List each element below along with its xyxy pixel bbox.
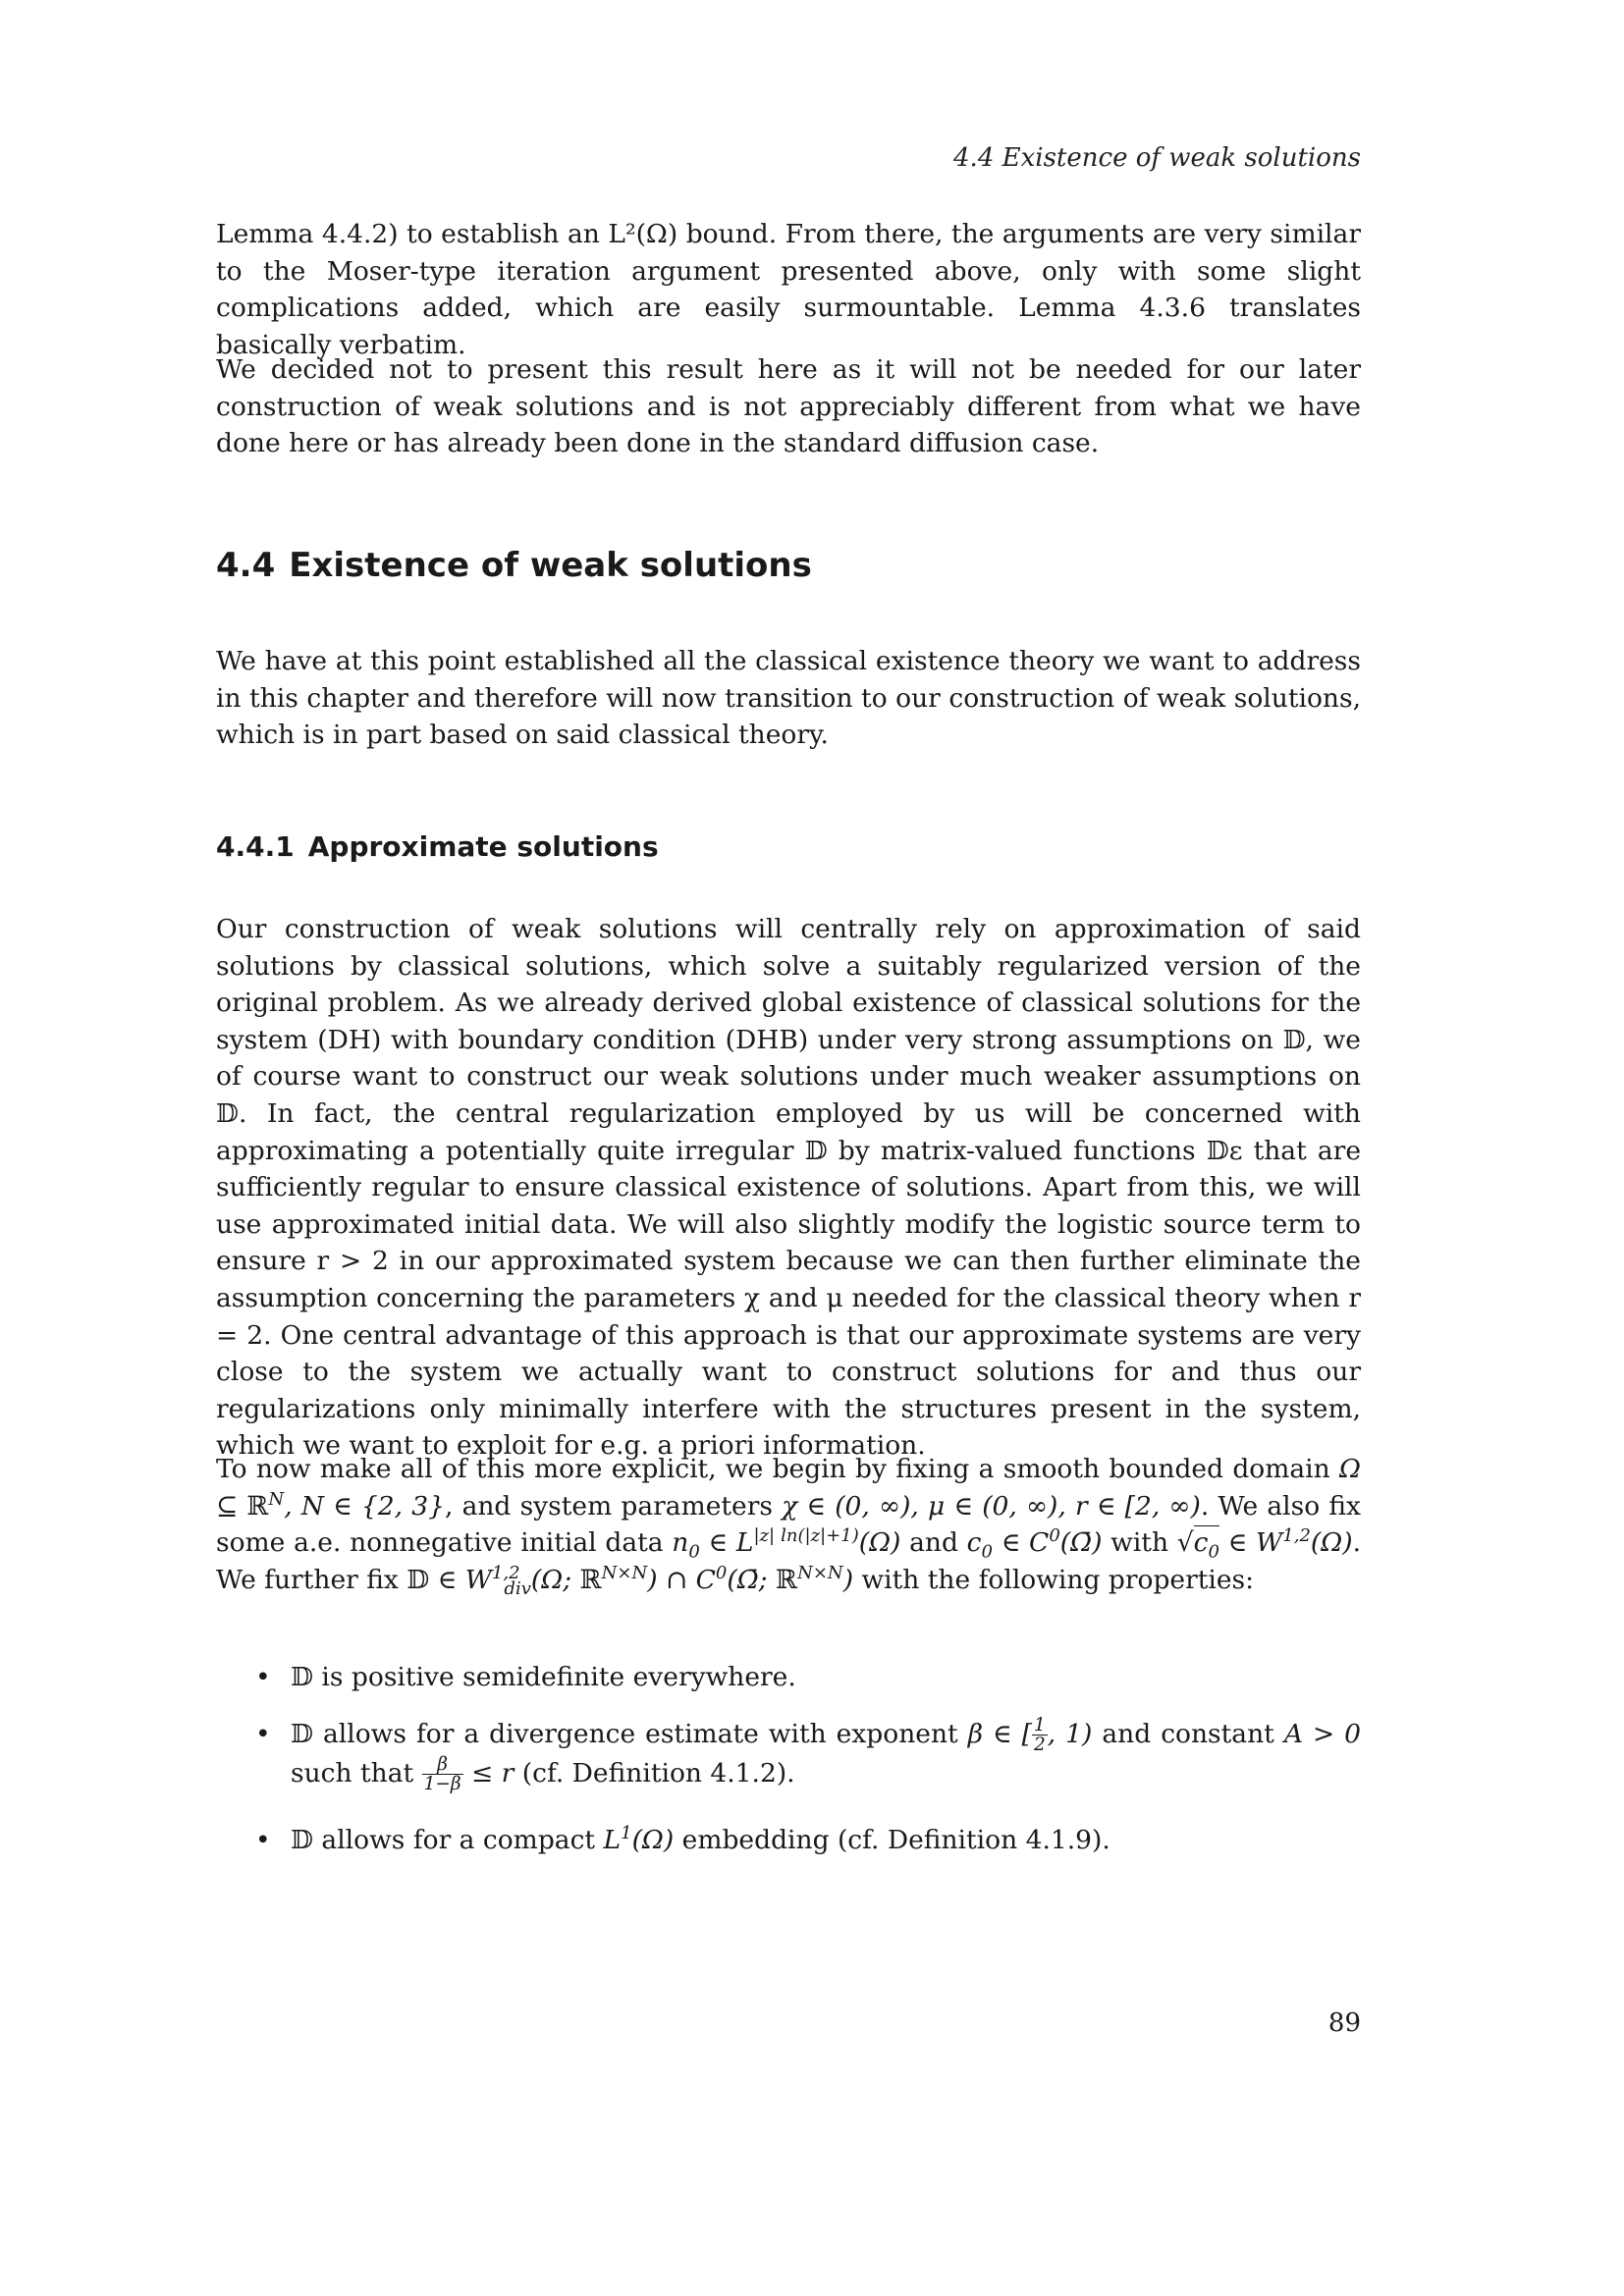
math-D-space: 𝔻 ∈ W$^{1,2}_{div}$(Ω; ℝ$^{N\times N}$) ∩ $C^0(\Omegā$; ℝ$^{N\times N}$) [406,1562,854,1600]
bullet-marker: • [255,1662,271,1692]
subsection-heading [216,830,659,863]
section-heading [216,546,812,585]
list-item: • 𝔻 is positive semidefinite everywhere. [255,1659,1361,1696]
math-parameters: χ ∈ (0, ∞), μ ∈ (0, ∞), r ∈ [2, ∞) [782,1490,1201,1522]
bullet-marker: • [255,1718,271,1749]
math-domain: Ω ⊆ ℝ$^N$, N ∈ {2, 3} [216,1454,1361,1522]
intro-paragraph-1: Lemma 4.4.2) to establish an L²(Ω) bound. From there, the arguments are very similar to the Moser-type iteration argument presented above, only with some slight complications added, which are easily surmountable. Lemma 4.3.6 translates basically verbatim. [216,219,1361,360]
math-sqrt-c0: $√c_0$ ∈ W$^{1,2}$(Ω) [1176,1525,1353,1563]
property-list [255,1659,1361,1858]
list-item: • 𝔻 allows for a divergence estimate with exponent β ∈ [ $\frac{1}{2}$ , 1) and constant A > 0 such that $\frac{\beta}{1-\beta}$ ≤ r (cf. Definition 4.1.2). [255,1714,1361,1795]
math-A: A > 0 [1283,1718,1361,1749]
subsection-number: 4.4.1 [216,830,295,863]
running-header: 4.4 Existence of weak solutions [953,143,1361,173]
math-beta: β ∈ [ $\frac{1}{2}$ , 1) [967,1714,1093,1756]
subsection-paragraph: Our construction of weak solutions will centrally rely on approximation of said solutions by classical solutions, which solve a suitably regularized version of the original problem. As we already derived global existence of classical solutions for the system (DH) with boundary condition (DHB) under very strong assumptions on 𝔻, we of course want to construct our weak solutions under much weaker assumptions on 𝔻. In fact, the central regularization employed by us will be concerned with approximating a potentially quite irregular 𝔻 by matrix-valued functions 𝔻ε that are sufficiently regular to ensure classical existence of solutions. Apart from this, we will use approximated initial data. We will also slightly modify the logistic source term to ensure r > 2 in our approximated system because we can then further eliminate the assumption concerning the parameters χ and μ needed for the classical theory when r = 2. One central advantage of this approach is that our approximate systems are very close to the system we actually want to construct solutions for and thus our regularizations only minimally interfere with the structures present in the system, which we want to exploit for e.g. a priori information. [216,914,1361,1462]
math-L1: $L^1(\Omega)$ [603,1822,675,1855]
math-n0: $n_0$ ∈ $L^{|z| ln(|z|+1)}(\Omega)$ [672,1525,901,1563]
fix-paragraph: To now make all of this more explicit, we begin by fixing a smooth bounded domain Ω ⊆ ℝ$^N$, N ∈ {2, 3}, and system parameters χ ∈ (0, ∞), μ ∈ (0, ∞), r ∈ [2, ∞). We also fix some a.e. nonnegative initial data $n_0$ ∈ $L^{|z| ln(|z|+1)}(\Omega)$ and $c_0$ ∈ $C^0(\Omegā)$ with $√c_0$ ∈ W$^{1,2}$(Ω). We further fix 𝔻 ∈ W$^{1,2}_{div}$(Ω; ℝ$^{N\times N}$) ∩ $C^0(\Omegā$; ℝ$^{N\times N}$) with the following properties: [216,1454,1361,1600]
math-ratio: $\frac{\beta}{1-\beta}$ ≤ r [423,1753,514,1795]
section-paragraph: We have at this point established all the classical existence theory we want to address in this chapter and therefore will now transition to our construction of weak solutions, which is in part based on said classical theory. [216,646,1361,751]
section-number: 4.4 [216,546,276,585]
page-number: 89 [1327,2008,1361,2038]
subsection-title: Approximate solutions [307,830,659,863]
list-item: • 𝔻 allows for a compact $L^1(\Omega)$ embedding (cf. Definition 4.1.9). [255,1822,1361,1859]
intro-paragraph-2: We decided not to present this result here as it will not be needed for our later construction of weak solutions and is not appreciably different from what we have done here or has already been done in the standard diffusion case. [216,354,1361,459]
math-c0: $c_0$ ∈ $C^0(\Omegā)$ [966,1525,1103,1563]
section-title: Existence of weak solutions [289,546,812,585]
page [216,0,1361,2296]
bullet-marker: • [255,1824,271,1855]
